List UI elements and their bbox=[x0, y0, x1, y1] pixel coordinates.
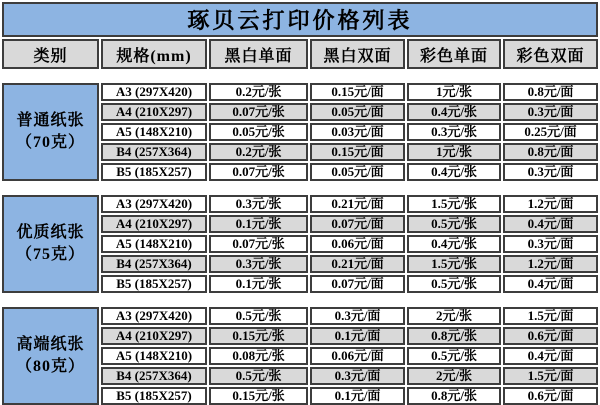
price-cell-color-double: 0.4元/面 bbox=[503, 275, 598, 293]
price-cell-bw-single: 0.5元/张 bbox=[209, 307, 308, 325]
price-cell-color-single: 1元/张 bbox=[407, 83, 501, 101]
price-cell-color-single: 0.4元/张 bbox=[407, 163, 501, 181]
price-section-table bbox=[0, 81, 600, 183]
header-table bbox=[0, 0, 600, 71]
price-cell-bw-double: 0.3元/面 bbox=[310, 367, 405, 385]
price-cell-color-single: 0.8元/张 bbox=[407, 387, 501, 405]
price-cell-bw-double: 0.21元/面 bbox=[310, 255, 405, 273]
table-row bbox=[2, 307, 598, 325]
price-cell-bw-double: 0.05元/面 bbox=[310, 163, 405, 181]
spec-cell: A4 (210X297) bbox=[101, 215, 207, 233]
spec-cell: B4 (257X364) bbox=[101, 255, 207, 273]
spec-cell: B4 (257X364) bbox=[101, 367, 207, 385]
price-cell-color-single: 0.4元/张 bbox=[407, 103, 501, 121]
price-cell-bw-double: 0.15元/面 bbox=[310, 83, 405, 101]
price-cell-color-double: 0.3元/面 bbox=[503, 103, 598, 121]
spec-cell: B4 (257X364) bbox=[101, 143, 207, 161]
price-cell-bw-single: 0.15元/张 bbox=[209, 327, 308, 345]
price-cell-color-double: 1.2元/面 bbox=[503, 195, 598, 213]
category-cell bbox=[2, 83, 99, 181]
price-cell-color-double: 0.4元/面 bbox=[503, 215, 598, 233]
price-cell-color-double: 0.25元/面 bbox=[503, 123, 598, 141]
price-cell-bw-double: 0.06元/面 bbox=[310, 235, 405, 253]
column-header-row bbox=[2, 39, 598, 69]
category-name: 优质纸张 bbox=[16, 223, 85, 241]
category-weight: （80克） bbox=[15, 358, 85, 375]
price-cell-bw-double: 0.07元/面 bbox=[310, 215, 405, 233]
title-row bbox=[2, 2, 598, 37]
price-cell-bw-double: 0.1元/面 bbox=[310, 327, 405, 345]
price-cell-color-double: 1.5元/面 bbox=[503, 367, 598, 385]
price-cell-bw-single: 0.08元/张 bbox=[209, 347, 308, 365]
spec-cell: A5 (148X210) bbox=[101, 123, 207, 141]
spec-cell: A3 (297X420) bbox=[101, 195, 207, 213]
price-cell-bw-double: 0.21元/面 bbox=[310, 195, 405, 213]
price-cell-bw-single: 0.05元/张 bbox=[209, 123, 308, 141]
price-cell-color-single: 2元/张 bbox=[407, 367, 501, 385]
spec-cell: A4 (210X297) bbox=[101, 327, 207, 345]
price-cell-bw-double: 0.15元/面 bbox=[310, 143, 405, 161]
price-cell-color-single: 1.5元/张 bbox=[407, 255, 501, 273]
price-cell-color-double: 0.8元/面 bbox=[503, 143, 598, 161]
column-header-color-double: 彩色双面 bbox=[503, 39, 598, 69]
price-cell-bw-single: 0.2元/张 bbox=[209, 83, 308, 101]
price-cell-color-double: 0.6元/面 bbox=[503, 327, 598, 345]
price-cell-bw-single: 0.5元/张 bbox=[209, 367, 308, 385]
category-name: 普通纸张 bbox=[16, 111, 85, 129]
price-cell-color-double: 0.6元/面 bbox=[503, 387, 598, 405]
price-cell-color-double: 0.8元/面 bbox=[503, 83, 598, 101]
price-cell-color-single: 0.8元/张 bbox=[407, 327, 501, 345]
price-cell-color-single: 1元/张 bbox=[407, 143, 501, 161]
spec-cell: B5 (185X257) bbox=[101, 387, 207, 405]
price-cell-bw-single: 0.07元/张 bbox=[209, 103, 308, 121]
price-cell-bw-single: 0.07元/张 bbox=[209, 235, 308, 253]
price-cell-color-double: 0.3元/面 bbox=[503, 235, 598, 253]
column-header-color-single: 彩色单面 bbox=[407, 39, 501, 69]
spec-cell: A3 (297X420) bbox=[101, 83, 207, 101]
price-cell-color-single: 0.5元/张 bbox=[407, 347, 501, 365]
price-section-table bbox=[0, 193, 600, 295]
column-header-spec: 规格(mm) bbox=[101, 39, 207, 69]
price-cell-bw-double: 0.1元/面 bbox=[310, 387, 405, 405]
category-name: 高端纸张 bbox=[16, 335, 85, 353]
price-cell-color-single: 0.3元/张 bbox=[407, 123, 501, 141]
sections-container bbox=[0, 81, 600, 405]
table-row bbox=[2, 83, 598, 101]
spec-cell: A3 (297X420) bbox=[101, 307, 207, 325]
price-cell-bw-single: 0.07元/张 bbox=[209, 163, 308, 181]
price-cell-bw-single: 0.1元/张 bbox=[209, 215, 308, 233]
spec-cell: A5 (148X210) bbox=[101, 347, 207, 365]
column-header-bw-double: 黑白双面 bbox=[310, 39, 405, 69]
price-cell-color-single: 0.5元/张 bbox=[407, 275, 501, 293]
price-cell-bw-double: 0.03元/面 bbox=[310, 123, 405, 141]
page-title: 琢贝云打印价格列表 bbox=[2, 2, 598, 37]
price-cell-color-single: 2元/张 bbox=[407, 307, 501, 325]
spec-cell: B5 (185X257) bbox=[101, 275, 207, 293]
category-cell bbox=[2, 307, 99, 405]
price-cell-color-double: 1.2元/面 bbox=[503, 255, 598, 273]
price-cell-color-single: 0.5元/张 bbox=[407, 215, 501, 233]
column-header-bw-single: 黑白单面 bbox=[209, 39, 308, 69]
price-cell-color-single: 1.5元/张 bbox=[407, 195, 501, 213]
price-cell-bw-single: 0.15元/张 bbox=[209, 387, 308, 405]
spec-cell: A4 (210X297) bbox=[101, 103, 207, 121]
spec-cell: A5 (148X210) bbox=[101, 235, 207, 253]
category-weight: （75克） bbox=[15, 246, 85, 263]
price-cell-color-double: 1.5元/面 bbox=[503, 307, 598, 325]
category-weight: （70克） bbox=[15, 134, 85, 151]
price-cell-bw-double: 0.07元/面 bbox=[310, 275, 405, 293]
price-cell-color-double: 0.3元/面 bbox=[503, 163, 598, 181]
price-cell-bw-single: 0.2元/张 bbox=[209, 143, 308, 161]
price-cell-color-single: 0.4元/张 bbox=[407, 235, 501, 253]
spec-cell: B5 (185X257) bbox=[101, 163, 207, 181]
price-cell-bw-single: 0.3元/张 bbox=[209, 255, 308, 273]
price-cell-bw-single: 0.1元/张 bbox=[209, 275, 308, 293]
price-cell-color-double: 0.4元/面 bbox=[503, 347, 598, 365]
category-cell bbox=[2, 195, 99, 293]
table-row bbox=[2, 195, 598, 213]
column-header-category: 类别 bbox=[2, 39, 99, 69]
price-cell-bw-double: 0.06元/面 bbox=[310, 347, 405, 365]
price-cell-bw-single: 0.3元/张 bbox=[209, 195, 308, 213]
price-section-table bbox=[0, 305, 600, 405]
price-cell-bw-double: 0.05元/面 bbox=[310, 103, 405, 121]
price-cell-bw-double: 0.3元/面 bbox=[310, 307, 405, 325]
